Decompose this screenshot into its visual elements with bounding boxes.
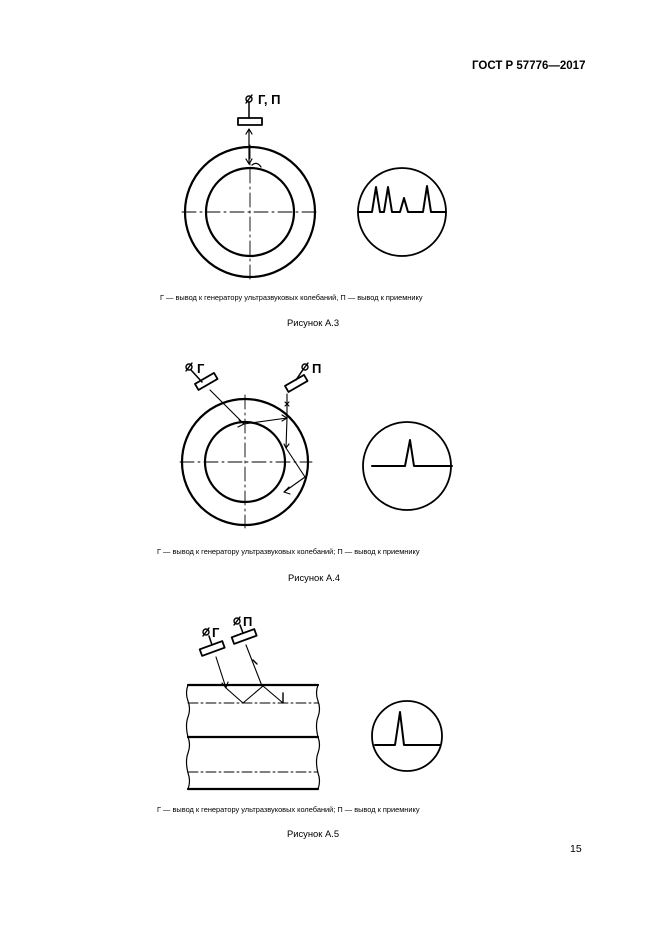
reflection-mark bbox=[252, 163, 261, 167]
probe-label-gp: Г, П bbox=[258, 92, 281, 107]
beam-path bbox=[216, 657, 283, 703]
terminal-symbol-icon bbox=[302, 363, 308, 371]
probe-label-receiver: П bbox=[243, 614, 253, 629]
figure-a4-legend: Г — вывод к генератору ультразвуковых колебаний; П — вывод к приемнику bbox=[157, 547, 420, 556]
figure-a3-legend: Г — вывод к генератору ультразвуковых колебаний, П — вывод к приемнику bbox=[160, 293, 423, 302]
signal-trace-single-echo bbox=[372, 440, 452, 466]
probe-label-receiver: П bbox=[312, 361, 322, 376]
signal-trace-single-echo bbox=[375, 712, 440, 745]
figure-a3 bbox=[182, 92, 446, 280]
probe-label-generator: Г bbox=[197, 361, 205, 376]
figure-a4-caption: Рисунок А.4 bbox=[288, 572, 341, 583]
figure-a5-legend: Г — вывод к генератору ультразвуковых колебаний; П — вывод к приемнику bbox=[157, 805, 420, 814]
figure-a4 bbox=[180, 361, 452, 528]
figure-a5-caption: Рисунок А.5 bbox=[287, 828, 340, 839]
terminal-symbol-icon bbox=[234, 617, 240, 625]
terminal-symbol-icon bbox=[203, 628, 209, 636]
standard-designation: ГОСТ Р 57776—2017 bbox=[472, 60, 586, 72]
probe-label-generator: Г bbox=[212, 625, 220, 640]
page-number: 15 bbox=[570, 843, 582, 855]
figure-a3-caption: Рисунок А.3 bbox=[287, 317, 340, 328]
transducer-probe-receiver bbox=[232, 629, 257, 644]
beam-path bbox=[210, 390, 305, 492]
transducer-probe bbox=[238, 118, 262, 125]
oscilloscope-screen bbox=[372, 701, 442, 771]
pipe-longitudinal-section bbox=[187, 685, 320, 789]
transducer-probe-receiver bbox=[285, 375, 308, 392]
beam-path bbox=[246, 645, 262, 686]
signal-trace-multi-echo bbox=[358, 186, 446, 212]
figure-a5 bbox=[187, 614, 443, 789]
